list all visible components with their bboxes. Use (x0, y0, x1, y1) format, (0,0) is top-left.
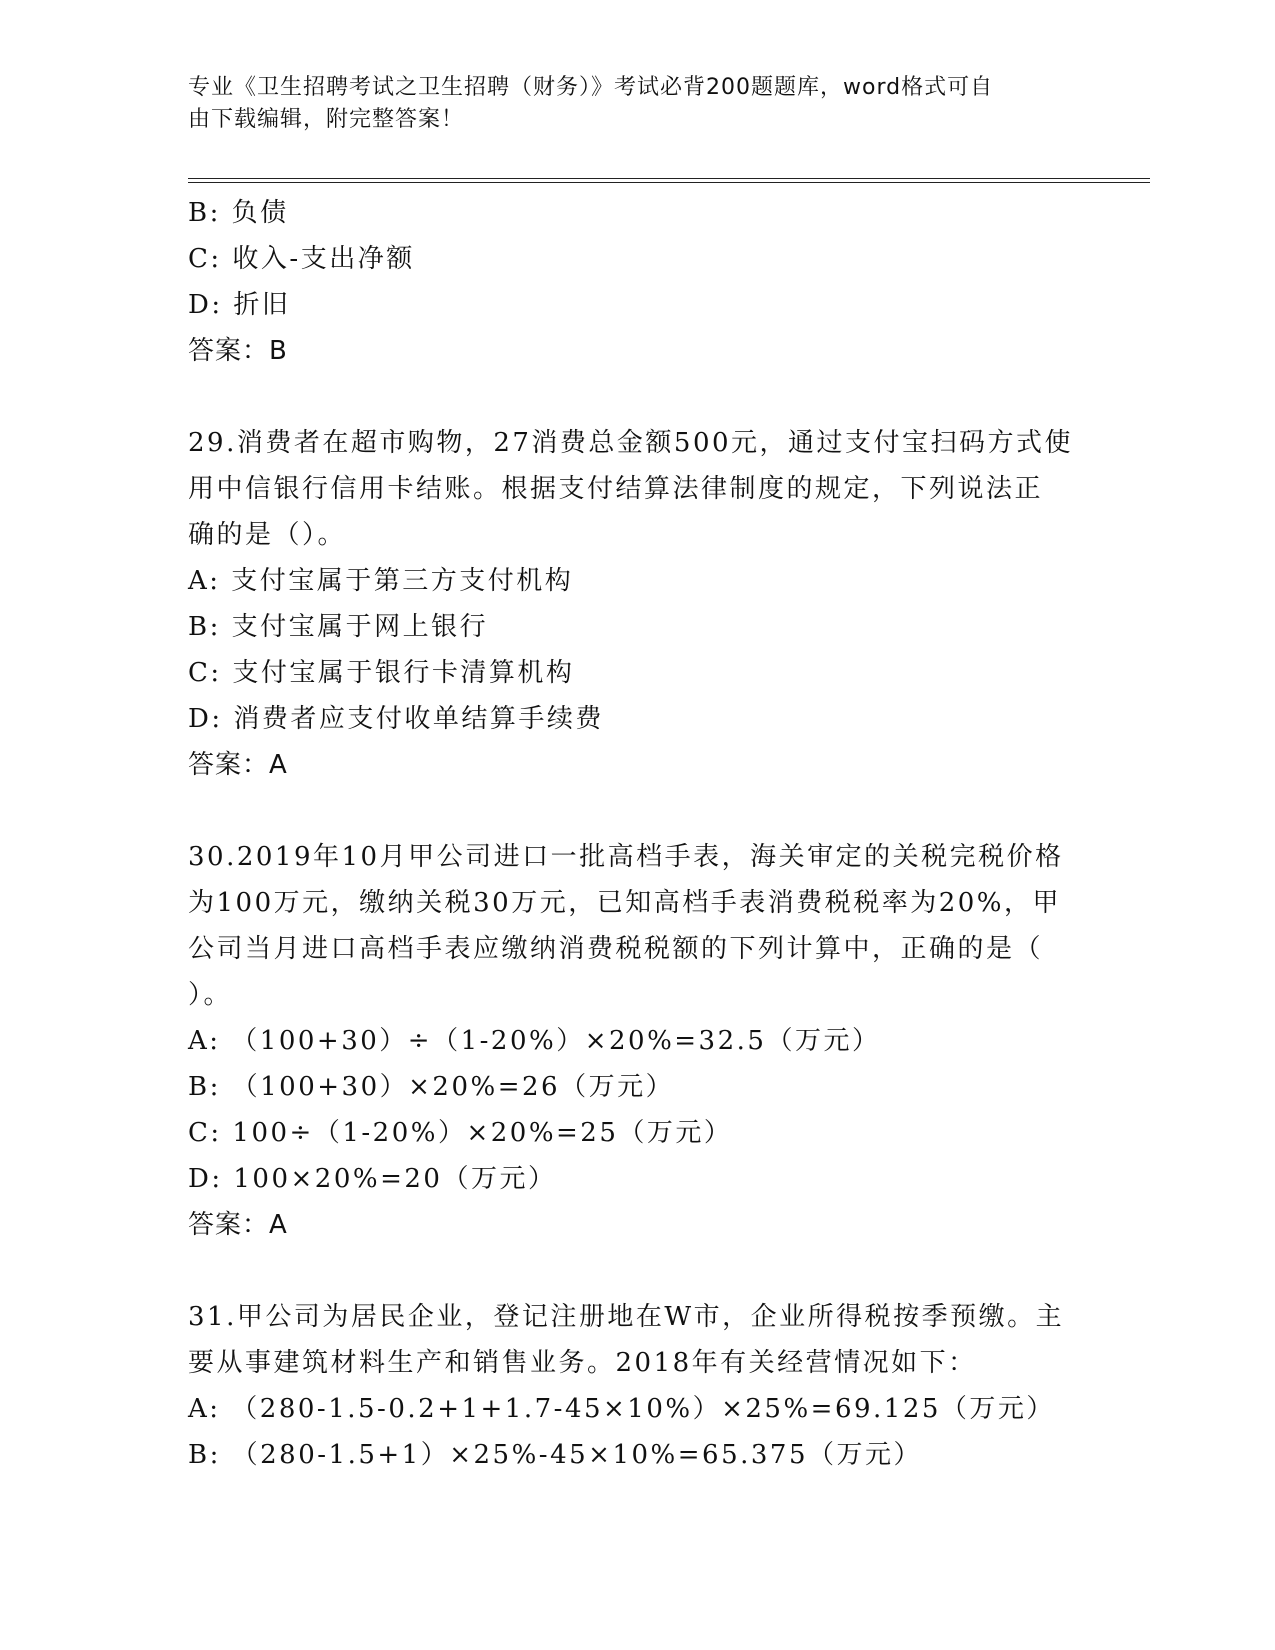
option-b: B: 负债 (188, 198, 289, 228)
option-b: B: （280-1.5+1）×25%-45×10%=65.375（万元） (188, 1440, 922, 1470)
option-d: D: 消费者应支付收单结算手续费 (188, 704, 604, 734)
option-c: C: 收入-支出净额 (188, 244, 415, 274)
option-a: A: （100+30）÷（1-20%）×20%=32.5（万元） (188, 1026, 881, 1056)
question-31 (188, 1294, 1088, 1478)
question-stem: 要从事建筑材料生产和销售业务。2018年有关经营情况如下： (188, 1348, 977, 1378)
option-d: D: 折旧 (188, 290, 291, 320)
option-b: B: 支付宝属于网上银行 (188, 612, 489, 642)
spacer (188, 788, 1088, 834)
question-stem: 29.消费者在超市购物，27消费总金额500元，通过支付宝扫码方式使 (188, 428, 1074, 458)
answer: 答案：A (188, 750, 288, 780)
header-line-1: 专业《卫生招聘考试之卫生招聘（财务）》考试必背200题题库，word格式可自 (188, 75, 994, 100)
header-divider-top (188, 178, 1150, 179)
answer: 答案：A (188, 1210, 288, 1240)
spacer (188, 1248, 1088, 1294)
option-d: D: 100×20%=20（万元） (188, 1164, 557, 1194)
option-a: A: （280-1.5-0.2+1+1.7-45×10%）×25%=69.125（万元） (188, 1394, 1055, 1424)
question-30 (188, 834, 1088, 1248)
question-28-fragment (188, 190, 1088, 374)
document-body (188, 190, 1088, 1478)
question-29 (188, 420, 1088, 788)
question-stem: ）。 (188, 980, 233, 1010)
option-b: B: （100+30）×20%=26（万元） (188, 1072, 675, 1102)
question-stem: 公司当月进口高档手表应缴纳消费税税额的下列计算中，正确的是（ (188, 934, 1044, 964)
header-line-2: 由下载编辑，附完整答案！ (188, 107, 465, 132)
option-a: A: 支付宝属于第三方支付机构 (188, 566, 574, 596)
document-header (188, 72, 1068, 136)
question-stem: 30.2019年10月甲公司进口一批高档手表，海关审定的关税完税价格 (188, 842, 1064, 872)
question-stem: 31.甲公司为居民企业，登记注册地在W市，企业所得税按季预缴。主 (188, 1302, 1065, 1332)
answer: 答案：B (188, 336, 288, 366)
question-stem: 确的是（）。 (188, 520, 347, 550)
header-divider-bottom (188, 182, 1150, 183)
spacer (188, 374, 1088, 420)
option-c: C: 支付宝属于银行卡清算机构 (188, 658, 575, 688)
question-stem: 为100万元，缴纳关税30万元，已知高档手表消费税税率为20%，甲 (188, 888, 1061, 918)
option-c: C: 100÷（1-20%）×20%=25（万元） (188, 1118, 733, 1148)
question-stem: 用中信银行信用卡结账。根据支付结算法律制度的规定，下列说法正 (188, 474, 1044, 504)
